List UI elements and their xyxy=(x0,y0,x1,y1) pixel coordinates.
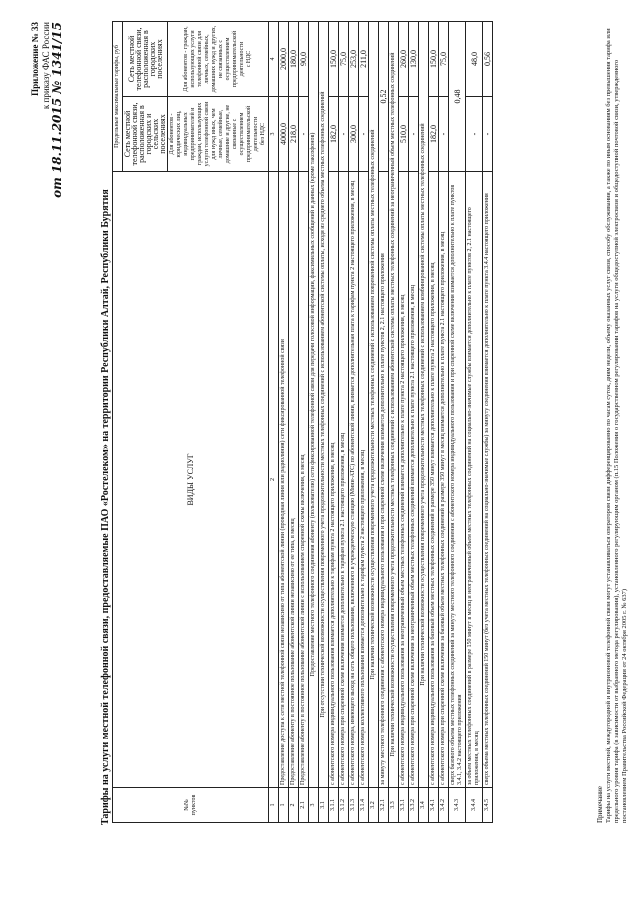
table-row xyxy=(279,22,289,823)
row-service-name: с абонентского номера индивидуального пользования за базовый объем местных телефонных соединений в размере 350 минут взимается дополнительно к плате пункта 2 настоящего приложения, в месяц xyxy=(429,172,439,788)
row-tariff-legal: 510,0 xyxy=(399,97,409,172)
row-tariff-citizens: 130,0 xyxy=(409,22,419,97)
row-number: 3.3 xyxy=(389,788,399,823)
table-row xyxy=(299,22,309,823)
row-number: 1 xyxy=(279,788,289,823)
table-row xyxy=(289,22,299,823)
row-number: 3.4.3 xyxy=(449,788,466,823)
header-network-group-1: Сеть местной телефонной связи, расположенная в городских и сельских поселениях xyxy=(123,97,168,172)
row-service-name: за минуту местного телефонного соединения с абонентского номера индивидуального пользования и при спаренной схеме включения взимается дополнительно к плате пунктов 2, 2.1 настоящего приложения xyxy=(379,172,389,788)
row-number: 3.2.1 xyxy=(379,788,389,823)
row-section-heading: При наличии технической возможности осуществления повременного учета продолжительности местных телефонных соединений с использованием повременной системы оплаты местных телефонных соединений xyxy=(369,22,379,788)
row-number: 3.1.2 xyxy=(339,788,349,823)
header-max-tariffs: Предельные максимальные тарифы, руб xyxy=(113,22,123,172)
row-tariff-legal: - xyxy=(299,97,309,172)
row-number: 3.4.5 xyxy=(483,788,493,823)
column-index: 2 xyxy=(269,172,279,788)
row-service-name: с абонентского номера при спаренной схеме включения взимается дополнительно к тарифам пункта 2.1 настоящего приложения, в месяц xyxy=(339,172,349,788)
row-number: 3.1 xyxy=(319,788,329,823)
row-number: 3 xyxy=(309,788,319,823)
table-row xyxy=(329,22,339,823)
header-item-number: №№ пунктов xyxy=(113,788,269,823)
row-number: 3.3.1 xyxy=(399,788,409,823)
order-reference: к приказу ФАС России xyxy=(41,22,51,110)
table-row xyxy=(319,22,329,823)
header-network-group-2: Сеть местной телефонной связи, расположенная в городских поселениях xyxy=(123,22,168,97)
row-tariff-citizens: 75,0 xyxy=(439,22,449,97)
table-row xyxy=(449,22,466,823)
row-tariff-citizens: 48,0 xyxy=(466,22,483,97)
row-number: 3.2 xyxy=(369,788,379,823)
table-row xyxy=(466,22,483,823)
row-tariff-legal: - xyxy=(483,97,493,172)
row-number: 3.4.1 xyxy=(429,788,439,823)
row-tariff-legal: - xyxy=(439,97,449,172)
table-row xyxy=(309,22,319,823)
row-tariff-citizens: 150,0 xyxy=(329,22,339,97)
header-tax-incl: с НДС xyxy=(246,50,252,68)
row-tariff-legal: - xyxy=(409,97,419,172)
row-tariff-legal: 182,0 xyxy=(329,97,339,172)
table-row xyxy=(439,22,449,823)
table-row xyxy=(399,22,409,823)
row-tariff-citizens: 90,0 xyxy=(299,22,309,97)
row-service-name: за объем местных телефонных соединений в размере 150 минут в месяц и неограниченный объем местных телефонных соединений на социально-значимые службы взимается дополнительно к плате пунктов 2, 2.1 настоящего приложения, в месяц xyxy=(466,172,483,788)
table-row xyxy=(379,22,389,823)
note-label: Примечание xyxy=(596,786,604,823)
header-subscriber-legal xyxy=(168,97,269,172)
column-index-row xyxy=(269,22,279,823)
column-index: 4 xyxy=(269,22,279,97)
row-service-name: с абонентского номера, имеющего выход на сеть общего пользования, включенного в учрежденческую станцию (Мини-АТС) по абонентской линии, взимается дополнительная плата к тарифам пункта 2 настоящего приложения, в месяц xyxy=(349,172,359,788)
row-section-heading: Предоставление местного телефонного соединения абоненту (пользователю) сети фиксированной телефонной связи для передачи голосовой информации, факсимильных сообщений и данных (кроме таксофонов) xyxy=(309,22,319,788)
note-text: Тарифы на услуги местной, междугородной и внутризоновой телефонной связи могут устанавливаться оператором связи дифференцированно по часам суток, дням недели, объему оказанных услуг связи, способу обслуживания, а также по иным основаниям без превышения тарифа или предельного уровня тарифа (в зависимости от выбранного метода регулирования), установленного регулирующим органом (п.15 Положения о государственном регулировании тарифов на услуги общедоступной электросвязи и общедоступной почтовой связи, утвержденного постановлением Правительства Российской Федерации от 24 октября 2005 г. № 637) xyxy=(605,28,628,823)
document-title: Тарифы на услуги местной телефонной связи, предоставляемые ПАО «Ростелеком» на территории Республики Алтай, Республики Бурятия xyxy=(100,189,111,825)
row-number: 2 xyxy=(289,788,299,823)
table-row xyxy=(359,22,369,823)
tariff-table xyxy=(112,21,493,823)
row-service-name: с абонентского номера при спаренной схеме включения за неограниченный объем местных телефонных соединений взимается дополнительно к плате пункта 2.1 настоящего приложения, в месяц xyxy=(409,172,419,788)
header-subscriber-legal-text: Для абонентов - юридических лиц, индивидуальных предпринимателей и граждан, использующих услуги телефонной связи для нужд иных, чем личные, семейные, домашние и другие, не связанные с осуществлением предпринимательской деятельности xyxy=(169,101,259,167)
row-section-heading: При наличии технической возможности осуществления повременного учета продолжительности местных телефонных соединений с использованием комбинированной системы оплаты местных телефонных соединений xyxy=(419,22,429,788)
row-tariff-citizens: 75,0 xyxy=(339,22,349,97)
row-tariff-citizens: 211,0 xyxy=(359,22,369,97)
approval-block xyxy=(30,22,63,198)
row-service-name: сверх базового объема местных телефонных соединений за минуту местного телефонного соединения с абонентского номера индивидуального пользования и при спаренной схеме включения взимается дополнительно к плате пунктов 3.4.1, 3.4.2 настоящего приложения xyxy=(449,172,466,788)
header-tax-excl: без НДС xyxy=(260,123,266,146)
table-row xyxy=(419,22,429,823)
order-date-number: от 18.11.2015 № 1341/15 xyxy=(50,22,64,198)
column-index: 3 xyxy=(269,97,279,172)
table-row xyxy=(429,22,439,823)
row-number: 3.1.3 xyxy=(349,788,359,823)
row-tariff-shared: 0,48 xyxy=(449,22,466,172)
row-tariff-legal: - xyxy=(466,97,483,172)
row-service-name: Предоставление доступа к сети местной телефонной связи независимо от типа абонентской линии (проводная линия или радиолиния) сети фиксированной телефонной связи xyxy=(279,172,289,788)
row-tariff-citizens: 2000,0 xyxy=(279,22,289,97)
row-tariff-citizens: 180,0 xyxy=(289,22,299,97)
appendix-number: Приложение № 33 xyxy=(30,22,40,96)
table-row xyxy=(349,22,359,823)
row-tariff-shared: 0,52 xyxy=(379,22,389,172)
row-section-heading: При наличии технической возможности осуществления повременного учета продолжительности местных телефонных соединений с использованием абонентской системы оплаты местных телефонных соединений за неограниченный объем местных телефонных соединений xyxy=(389,22,399,788)
header-subscriber-citizens xyxy=(168,22,269,97)
header-subscriber-citizens-text: Для абонентов - граждан, использующих услуги телефонной связи для личных, семейных, домашних нужд и других, не связанных с осуществлением предпринимательской деятельности xyxy=(183,25,245,93)
row-number: 3.3.2 xyxy=(409,788,419,823)
row-number: 3.4.2 xyxy=(439,788,449,823)
row-number: 3.1.4 xyxy=(359,788,369,823)
row-tariff-citizens: 253,0 xyxy=(349,22,359,97)
table-row xyxy=(369,22,379,823)
table-row xyxy=(339,22,349,823)
row-tariff-citizens: 150,0 xyxy=(429,22,439,97)
row-tariff-legal: 218,0 xyxy=(289,97,299,172)
row-tariff-legal: 4000,0 xyxy=(279,97,289,172)
row-tariff-legal: 182,0 xyxy=(429,97,439,172)
row-section-heading: При отсутствии технической возможности осуществления повременного учета продолжительности местных телефонных соединений с использованием абонентской системы оплаты, исходя из среднего объема местных телефонных соединений xyxy=(319,22,329,788)
row-service-name: сверх объема местных телефонных соединений 150 минут (без учета местных телефонных соединений на социально-значимые службы) за минуту соединения взимается дополнительно к плате пункта 3.4.4 настоящего приложения xyxy=(483,172,493,788)
row-service-name: с абонентского номера коллективного пользования взимается дополнительно к тарифам пункта 2 настоящего приложения, в месяц xyxy=(359,172,369,788)
row-number: 3.1.1 xyxy=(329,788,339,823)
table-row xyxy=(409,22,419,823)
row-tariff-legal: - xyxy=(359,97,369,172)
row-tariff-legal: - xyxy=(339,97,349,172)
row-service-name: Предоставление абоненту в постоянное пользование абонентской линии независимо от ее типа, в месяц xyxy=(289,172,299,788)
header-service-types: ВИДЫ УСЛУГ xyxy=(113,172,269,788)
row-service-name: с абонентского номера индивидуального пользования за неограниченный объем местных телефонных соединений взимается дополнительно к плате пункта 2 настоящего приложения, в месяц xyxy=(399,172,409,788)
row-tariff-legal: 300,0 xyxy=(349,97,359,172)
row-number: 2.1 xyxy=(299,788,309,823)
row-tariff-citizens: 0,56 xyxy=(483,22,493,97)
row-number: 3.4 xyxy=(419,788,429,823)
row-tariff-citizens: 260,0 xyxy=(399,22,409,97)
row-service-name: с абонентского номера при спаренной схеме включения за базовый объем местных телефонных соединений в размере 350 минут в месяц взимается дополнительно к плате пункта 2.1 настоящего приложения, в месяц xyxy=(439,172,449,788)
table-row xyxy=(389,22,399,823)
row-number: 3.4.4 xyxy=(466,788,483,823)
row-service-name: с абонентского номера индивидуального пользования взимается дополнительно к тарифам пункта 2 настоящего приложения, в месяц xyxy=(329,172,339,788)
table-row xyxy=(483,22,493,823)
row-service-name: Предоставление абоненту в постоянное пользование абонентской линии с использованием спаренной схемы включения, в месяц xyxy=(299,172,309,788)
column-index: 1 xyxy=(269,788,279,823)
